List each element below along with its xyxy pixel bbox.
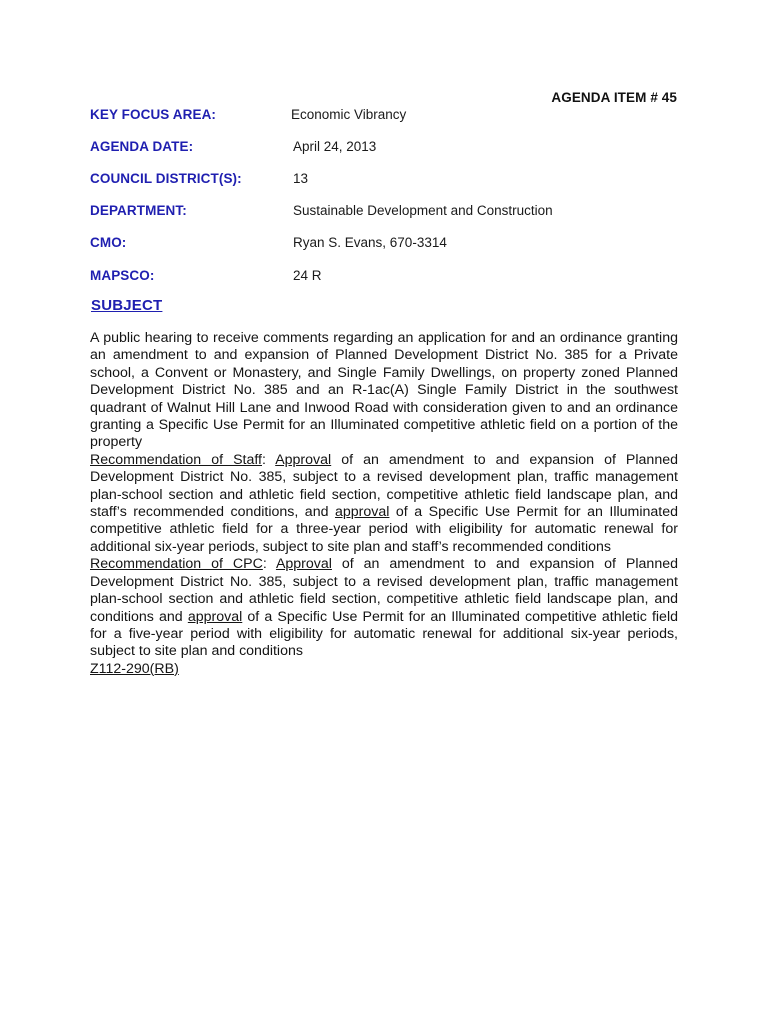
field-label: DEPARTMENT: <box>90 203 187 218</box>
separator: : <box>262 451 276 468</box>
agenda-item-number: AGENDA ITEM # 45 <box>551 90 677 105</box>
approval-term: Approval <box>275 556 332 573</box>
field-value: April 24, 2013 <box>293 139 377 154</box>
field-department <box>90 203 690 223</box>
recommendation-text: of an amendment to and expansion of Planned Development District No. 385, subject to a revised development plan, traffic management plan-school section and athletic field section, competitive athletic field landscape plan, and conditions and <box>90 556 678 625</box>
approval-term: approval <box>187 608 243 625</box>
subject-heading: SUBJECT <box>91 297 163 314</box>
approval-term: approval <box>334 504 390 521</box>
case-number: Z112-290(RB) <box>90 660 179 677</box>
field-label: KEY FOCUS AREA: <box>90 107 217 122</box>
field-value: Economic Vibrancy <box>291 107 407 122</box>
field-mapsco <box>90 268 690 288</box>
field-label: AGENDA DATE: <box>90 139 194 154</box>
staff-recommendation-label: Recommendation of Staff <box>90 451 262 468</box>
staff-recommendation <box>90 452 678 556</box>
field-value: 24 R <box>293 268 322 283</box>
field-council-districts <box>90 171 690 191</box>
cpc-recommendation-label: Recommendation of CPC <box>90 556 263 573</box>
recommendation-text: of an amendment to and expansion of Planned Development District No. 385, subject to a revised development plan, traffic management plan-school section and athletic field section, competitive athletic field landscape plan, and staff’s recommended conditions, and <box>90 451 678 521</box>
field-key-focus-area <box>90 107 690 127</box>
field-cmo <box>90 235 690 255</box>
field-agenda-date <box>90 139 690 159</box>
cpc-recommendation <box>90 556 678 660</box>
approval-term: Approval <box>275 451 332 468</box>
recommendation-text: of a Specific Use Permit for an Illuminated competitive athletic field for a five-year period with eligibility for automatic renewal for additional six-year periods, subject to site plan and conditions <box>90 608 678 660</box>
field-value: Ryan S. Evans, 670-3314 <box>293 235 447 250</box>
recommendation-text: of a Specific Use Permit for an Illuminated competitive athletic field for a three-year period with eligibility for automatic renewal for additional six-year periods, subject to site plan and staff’s recommended conditions <box>90 504 678 555</box>
subject-description: A public hearing to receive comments regarding an application for and an ordinance granting an amendment to and expansion of Planned Development District No. 385 for a Private school, a Convent or Monastery, and Single Family Dwellings, on property zoned Planned Development District No. 385 and an R-1ac(A) Single Family District in the southwest quadrant of Walnut Hill Lane and Inwood Road with consideration given to and an ordinance granting a Specific Use Permit for an Illuminated competitive athletic field on a portion of the property <box>90 330 678 451</box>
field-value: Sustainable Development and Construction <box>293 203 553 218</box>
field-value: 13 <box>293 171 309 186</box>
separator: : <box>262 556 276 573</box>
field-label: CMO: <box>90 235 127 250</box>
field-label: COUNCIL DISTRICT(S): <box>90 171 242 186</box>
field-label: MAPSCO: <box>90 268 155 283</box>
subject-body <box>90 330 678 678</box>
